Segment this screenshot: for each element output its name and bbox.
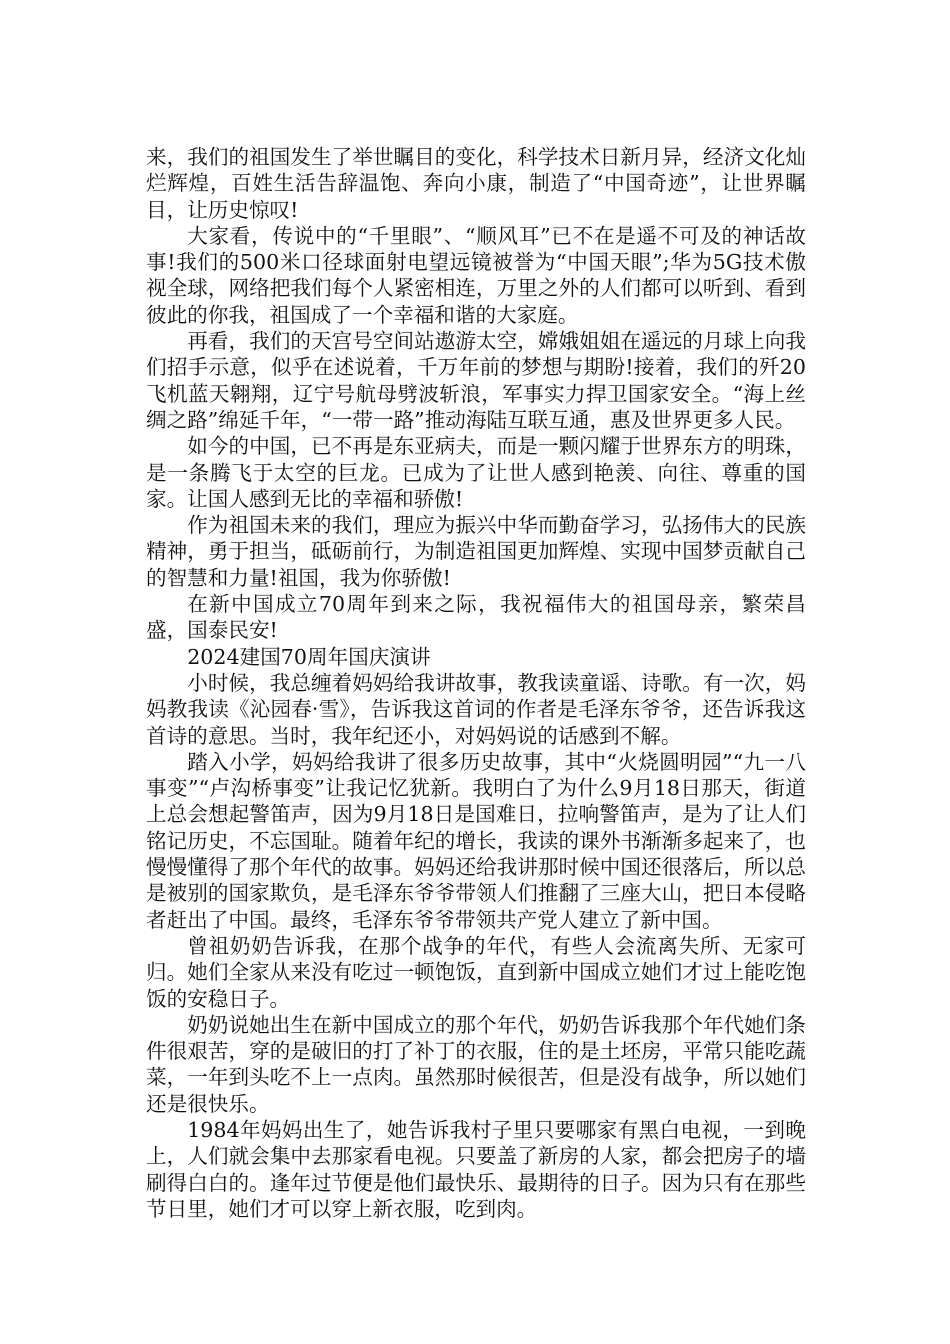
paragraph-5: 作为祖国未来的我们，理应为振兴中华而勤奋学习，弘扬伟大的民族精神，勇于担当，砥砺前行，为制造祖国更加辉煌、实现中国梦贡献自己的智慧和力量!祖国，我为你骄傲! <box>146 513 806 590</box>
section-title: 2024建国70周年国庆演讲 <box>187 644 431 669</box>
paragraph-8: 踏入小学，妈妈给我讲了很多历史故事，其中“火烧圆明园”“九一八事变”“卢沟桥事变”让我记忆犹新。我明白了为什么9月18日那天，街道上总会想起警笛声，因为9月18日是国难日，拉响警笛声，是为了让人们铭记历史，不忘国耻。随着年纪的增长，我读的课外书渐渐多起来了，也慢慢懂得了那个年代的故事。妈妈还给我讲那时候中国还很落后，所以总是被别的国家欺负，是毛泽东爷爷带领人们推翻了三座大山，把日本侵略者赶出了中国。最终，毛泽东爷爷带领共产党人建立了新中国。 <box>146 749 806 932</box>
paragraph-2: 大家看，传说中的“千里眼”、“顺风耳”已不在是遥不可及的神话故事!我们的500米口径球面射电望远镜被誉为“中国天眼”;华为5G技术傲视全球，网络把我们每个人紧密相连，万里之外的人们都可以听到、看到彼此的你我，祖国成了一个幸福和谐的大家庭。 <box>146 223 806 327</box>
paragraph-11: 1984年妈妈出生了，她告诉我村子里只要哪家有黑白电视，一到晚上，人们就会集中去那家看电视。只要盖了新房的人家，都会把房子的墙刷得白白的。逢年过节便是他们最快乐、最期待的日子。因为只有在那些节日里，她们才可以穿上新衣服，吃到肉。 <box>146 1117 806 1221</box>
paragraph-4: 如今的中国，已不再是东亚病夫，而是一颗闪耀于世界东方的明珠，是一条腾飞于太空的巨龙。已成为了让世人感到艳羡、向往、尊重的国家。让国人感到无比的幸福和骄傲! <box>146 434 806 511</box>
paragraph-10: 奶奶说她出生在新中国成立的那个年代，奶奶告诉我那个年代她们条件很艰苦，穿的是破旧的打了补丁的衣服，住的是土坯房，平常只能吃蔬菜，一年到头吃不上一点肉。虽然那时候很苦，但是没有战争，所以她们还是很快乐。 <box>146 1012 806 1116</box>
paragraph-6: 在新中国成立70周年到来之际，我祝福伟大的祖国母亲，繁荣昌盛，国泰民安! <box>146 592 806 643</box>
document-body <box>146 144 806 1222</box>
paragraph-7: 小时候，我总缠着妈妈给我讲故事，教我读童谣、诗歌。有一次，妈妈教我读《沁园春·雪》，告诉我这首词的作者是毛泽东爷爷，还告诉我这首诗的意思。当时，我年纪还小，对妈妈说的话感到不解。 <box>146 670 806 748</box>
paragraph-9: 曾祖奶奶告诉我，在那个战争的年代，有些人会流离失所、无家可归。她们全家从来没有吃过一顿饱饭，直到新中国成立她们才过上能吃饱饭的安稳日子。 <box>146 933 806 1011</box>
paragraph-1: 来，我们的祖国发生了举世瞩目的变化，科学技术日新月异，经济文化灿烂辉煌，百姓生活告辞温饱、奔向小康，制造了“中国奇迹”，让世界瞩目，让历史惊叹! <box>146 145 806 222</box>
paragraph-3: 再看，我们的天宫号空间站遨游太空，嫦娥姐姐在遥远的月球上向我们招手示意，似乎在述说着，千万年前的梦想与期盼!接着，我们的歼20飞机蓝天翱翔，辽宁号航母劈波斩浪，军事实力捍卫国家安全。“海上丝绸之路”绵延千年，“一带一路”推动海陆互联互通，惠及世界更多人民。 <box>146 329 806 432</box>
